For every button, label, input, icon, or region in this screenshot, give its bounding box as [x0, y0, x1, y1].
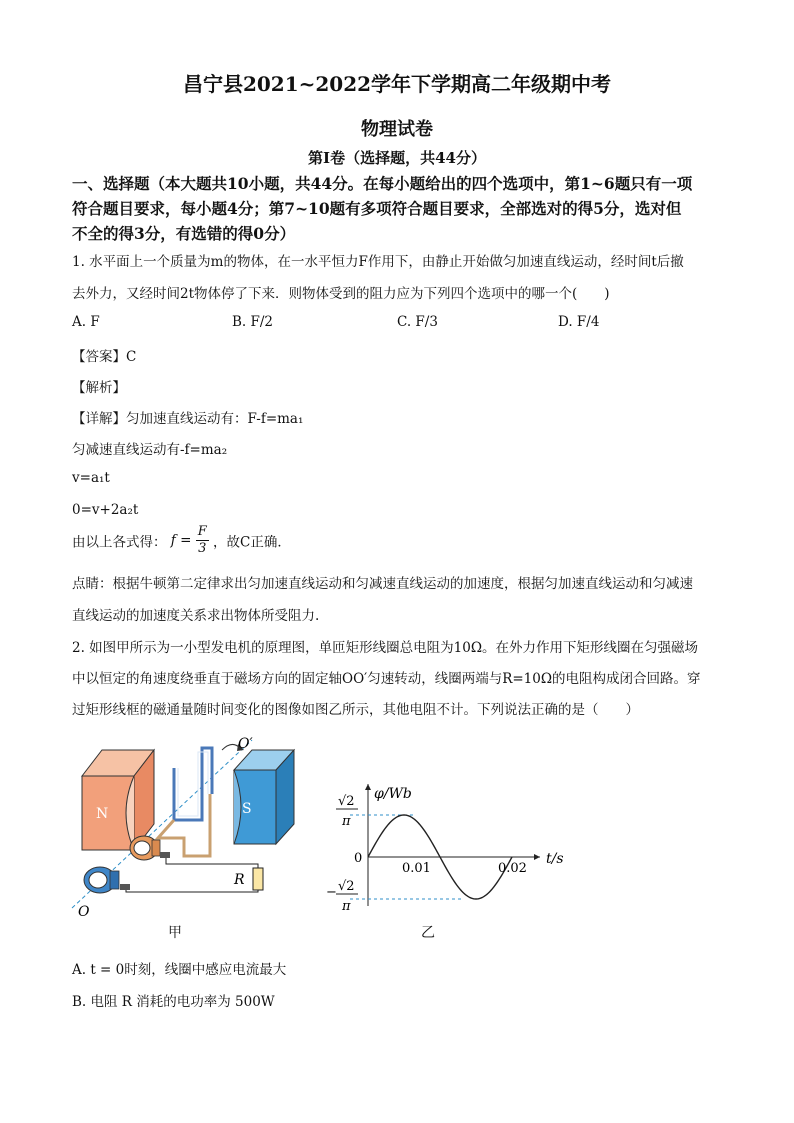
- coil-front: [174, 748, 212, 820]
- detail-line-1: 匀加速直线运动有：F-f=ma₁: [126, 411, 304, 427]
- y-axis-label: φ/Wb: [374, 786, 412, 802]
- y-top-denominator: π: [342, 814, 351, 829]
- q1-stem-line-2: 去外力，又经时间2t物体停了下来．则物体受到的阻力应为下列四个选项中的哪一个( ): [72, 286, 610, 302]
- origin-label: 0: [354, 851, 363, 866]
- flux-time-graph: [318, 778, 578, 928]
- y-bottom-sign: −: [326, 885, 337, 900]
- q2-stem-line-3: 过矩形线框的磁通量随时间变化的图像如图乙所示，其他电阻不计。下列说法正确的是（ ）: [72, 702, 639, 718]
- q1-detail-line-3: v=a₁t: [72, 470, 110, 486]
- fraction-denominator: 3: [198, 541, 207, 556]
- conclusion-lhs: f =: [170, 532, 192, 549]
- q1-option-b: B. F/2: [232, 314, 274, 330]
- conclusion-fraction: [196, 524, 209, 557]
- answer-value: C: [126, 349, 137, 365]
- y-bottom-numerator: √2: [338, 879, 355, 894]
- detail-tag: 【详解】: [72, 411, 126, 427]
- q2-option-a: A. t = 0时刻，线圈中感应电流最大: [72, 962, 287, 978]
- q2-option-b: B. 电阻 R 消耗的电功率为 500W: [72, 994, 275, 1010]
- q1-option-c: C. F/3: [397, 314, 438, 330]
- slip-ring-lower: [84, 867, 119, 893]
- exam-title: 昌宁县2021~2022学年下学期高二年级期中考: [182, 72, 612, 96]
- figure-yi-label: 乙: [421, 925, 435, 941]
- instructions-line-3: 不全的得3分，有选错的得0分）: [72, 224, 296, 243]
- s-magnet: [234, 750, 294, 844]
- q1-comment-line-2: 直线运动的加速度关系求出物体所受阻力.: [72, 608, 320, 624]
- instructions-line-2: 符合题目要求，每小题4分；第7~10题有多项符合题目要求，全部选对的得5分，选对但: [72, 199, 682, 218]
- figure-jia-label: 甲: [168, 925, 182, 941]
- q1-answer-row: [72, 345, 136, 365]
- axis-bottom-label: O: [78, 904, 90, 920]
- s-pole-label: S: [242, 801, 252, 817]
- q1-conclusion: [72, 524, 291, 557]
- q2-stem-line-1: 2. 如图甲所示为一小型发电机的原理图，单匝矩形线圈总电阻为10Ω。在外力作用下矩形线圈在匀强磁场: [72, 640, 699, 656]
- brush-lower: [120, 884, 130, 890]
- axis-top-label: O′: [238, 736, 253, 752]
- conclusion-prefix: 由以上各式得：: [72, 534, 167, 551]
- y-top-numerator: √2: [338, 794, 355, 809]
- n-pole-label: N: [96, 806, 109, 822]
- analysis-tag: 【解析】: [72, 380, 126, 396]
- instructions-line-1: 一、选择题（本大题共10小题，共44分。在每小题给出的四个选项中，第1~6题只有一项: [72, 174, 693, 193]
- conclusion-suffix: ，故C正确．: [213, 534, 291, 551]
- generator-diagram: [62, 728, 312, 928]
- slip-ring-upper: [130, 836, 160, 860]
- tick-label-2: 0.02: [498, 861, 527, 876]
- brush-upper: [160, 852, 170, 858]
- q1-option-d: D. F/4: [558, 314, 600, 330]
- q1-stem-line-1: 1. 水平面上一个质量为m的物体，在一水平恒力F作用下，由静止开始做匀加速直线运动，经时间t后撤: [72, 254, 684, 270]
- resistor: [253, 868, 263, 890]
- x-axis-label: t/s: [546, 851, 564, 867]
- answer-tag: 【答案】: [72, 349, 126, 365]
- tick-label-1: 0.01: [402, 861, 431, 876]
- n-magnet: [82, 750, 154, 850]
- q1-detail-line-2: 匀减速直线运动有-f=ma₂: [72, 442, 228, 458]
- exam-subject: 物理试卷: [361, 119, 433, 140]
- y-bottom-denominator: π: [342, 899, 351, 914]
- fraction-numerator: F: [197, 524, 207, 539]
- q1-comment-line-1: 点睛：根据牛顿第二定律求出匀加速直线运动和匀减速直线运动的加速度，根据匀加速直线运动和匀减速: [72, 576, 693, 592]
- q1-detail-line-4: 0=v+2a₂t: [72, 502, 139, 518]
- q2-stem-line-2: 中以恒定的角速度绕垂直于磁场方向的固定轴OO′匀速转动，线圈两端与R=10Ω的电阻构成闭合回路。穿: [72, 671, 701, 687]
- section-title: 第Ⅰ卷（选择题，共44分）: [308, 149, 486, 167]
- q1-option-a: A. F: [72, 314, 100, 330]
- resistor-label: R: [234, 872, 245, 888]
- q1-detail-row-1: [72, 407, 303, 427]
- circuit-wire-lower: [126, 890, 258, 892]
- circuit-wire-upper: [166, 858, 258, 868]
